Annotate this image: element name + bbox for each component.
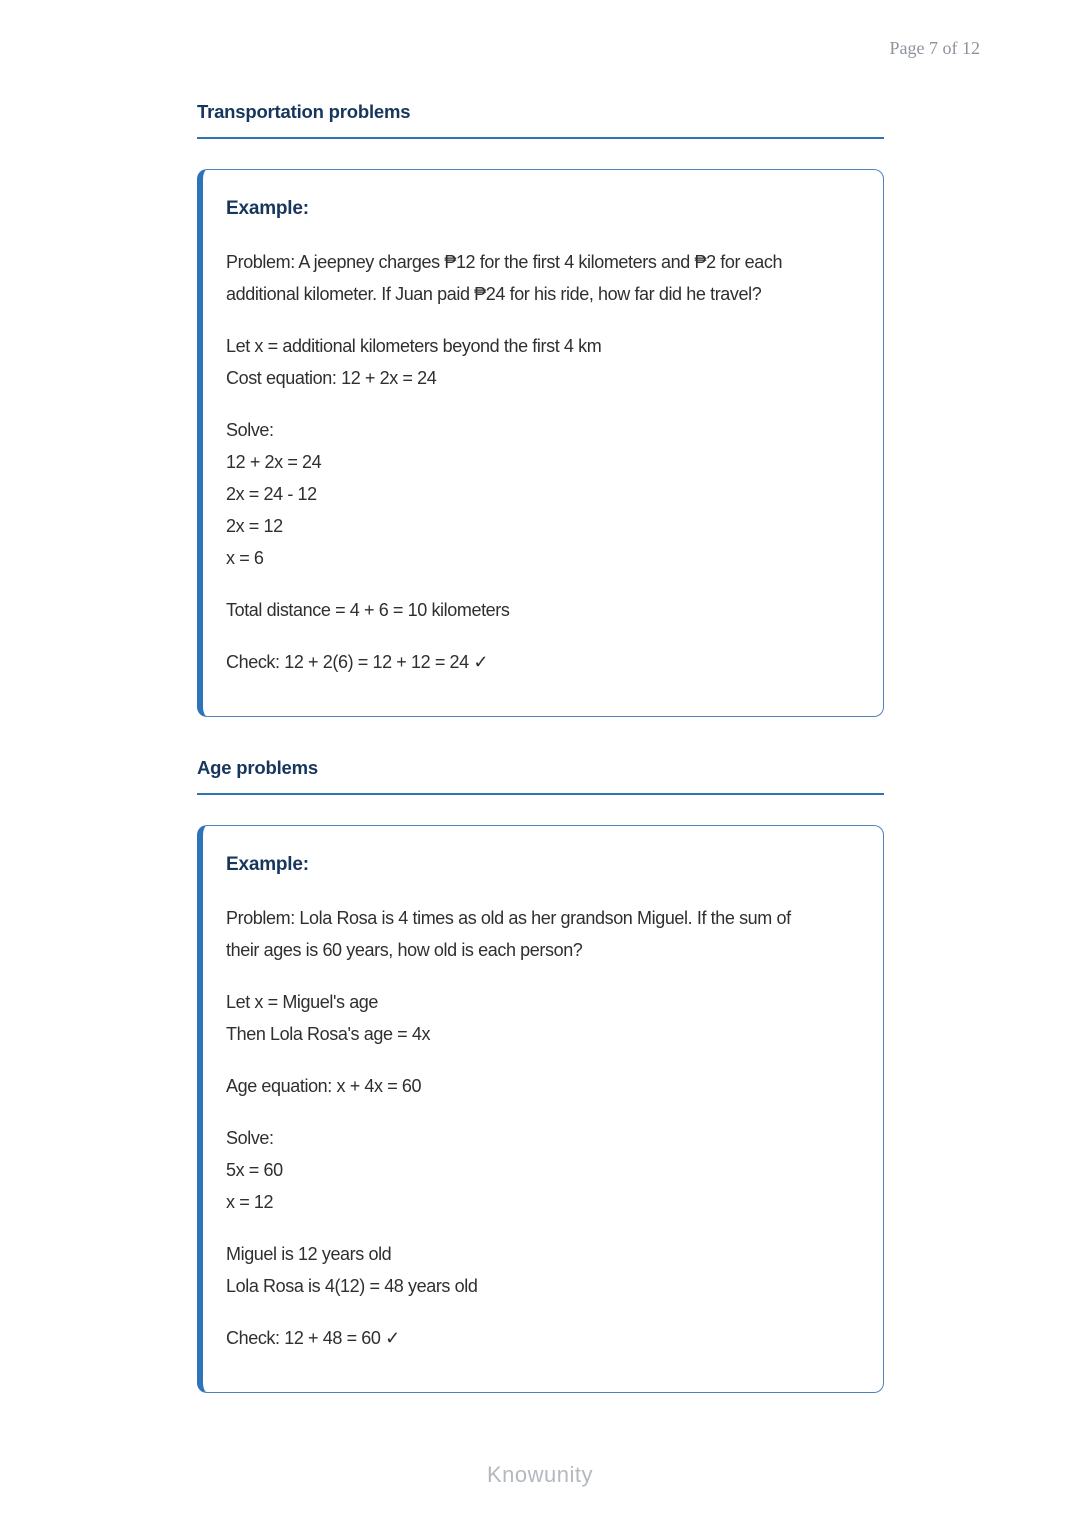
text-line: Age equation: x + 4x = 60 bbox=[226, 1076, 422, 1096]
text-line: Lola Rosa is 4(12) = 48 years old bbox=[226, 1276, 478, 1296]
problem-paragraph bbox=[226, 246, 859, 310]
solve-paragraph bbox=[226, 1122, 859, 1218]
equation-paragraph bbox=[226, 1070, 859, 1102]
text-line: 2x = 12 bbox=[226, 516, 283, 536]
setup-paragraph bbox=[226, 330, 859, 394]
result-paragraph bbox=[226, 594, 859, 626]
text-line: Let x = additional kilometers beyond the first 4 km bbox=[226, 336, 602, 356]
section-divider bbox=[197, 793, 884, 795]
page-number: Page 7 of 12 bbox=[889, 38, 980, 58]
check-paragraph bbox=[226, 646, 859, 678]
section-divider bbox=[197, 137, 884, 139]
text-line: Let x = Miguel's age bbox=[226, 992, 379, 1012]
text-line: Solve: bbox=[226, 1128, 274, 1148]
text-line: Then Lola Rosa's age = 4x bbox=[226, 1024, 431, 1044]
text-line: Problem: A jeepney charges ₱12 for the first 4 kilometers and ₱2 for each bbox=[226, 252, 783, 272]
example-card-age bbox=[197, 825, 884, 1393]
text-line: x = 6 bbox=[226, 548, 264, 568]
section-title-transportation: Transportation problems bbox=[197, 101, 411, 122]
text-line: 2x = 24 - 12 bbox=[226, 484, 317, 504]
text-line: Miguel is 12 years old bbox=[226, 1244, 392, 1264]
setup-paragraph bbox=[226, 986, 859, 1050]
text-line: 12 + 2x = 24 bbox=[226, 452, 322, 472]
example-card-transportation bbox=[197, 169, 884, 717]
solve-paragraph bbox=[226, 414, 859, 574]
section-title-age: Age problems bbox=[197, 757, 318, 778]
text-line: Problem: Lola Rosa is 4 times as old as her grandson Miguel. If the sum of bbox=[226, 908, 791, 928]
check-line: Check: 12 + 48 = 60 ✓ bbox=[226, 1328, 400, 1348]
text-line: Total distance = 4 + 6 = 10 kilometers bbox=[226, 600, 510, 620]
check-line: Check: 12 + 2(6) = 12 + 12 = 24 ✓ bbox=[226, 652, 489, 672]
text-line: their ages is 60 years, how old is each person? bbox=[226, 940, 583, 960]
footer-brand: Knowunity bbox=[486, 1462, 593, 1487]
text-line: additional kilometer. If Juan paid ₱24 for his ride, how far did he travel? bbox=[226, 284, 762, 304]
text-line: Solve: bbox=[226, 420, 274, 440]
problem-paragraph bbox=[226, 902, 859, 966]
text-line: 5x = 60 bbox=[226, 1160, 283, 1180]
text-line: Cost equation: 12 + 2x = 24 bbox=[226, 368, 437, 388]
text-line: x = 12 bbox=[226, 1192, 274, 1212]
example-label: Example: bbox=[226, 198, 309, 219]
document-content bbox=[197, 0, 884, 1393]
result-paragraph bbox=[226, 1238, 859, 1302]
example-label: Example: bbox=[226, 854, 309, 875]
check-paragraph bbox=[226, 1322, 859, 1354]
